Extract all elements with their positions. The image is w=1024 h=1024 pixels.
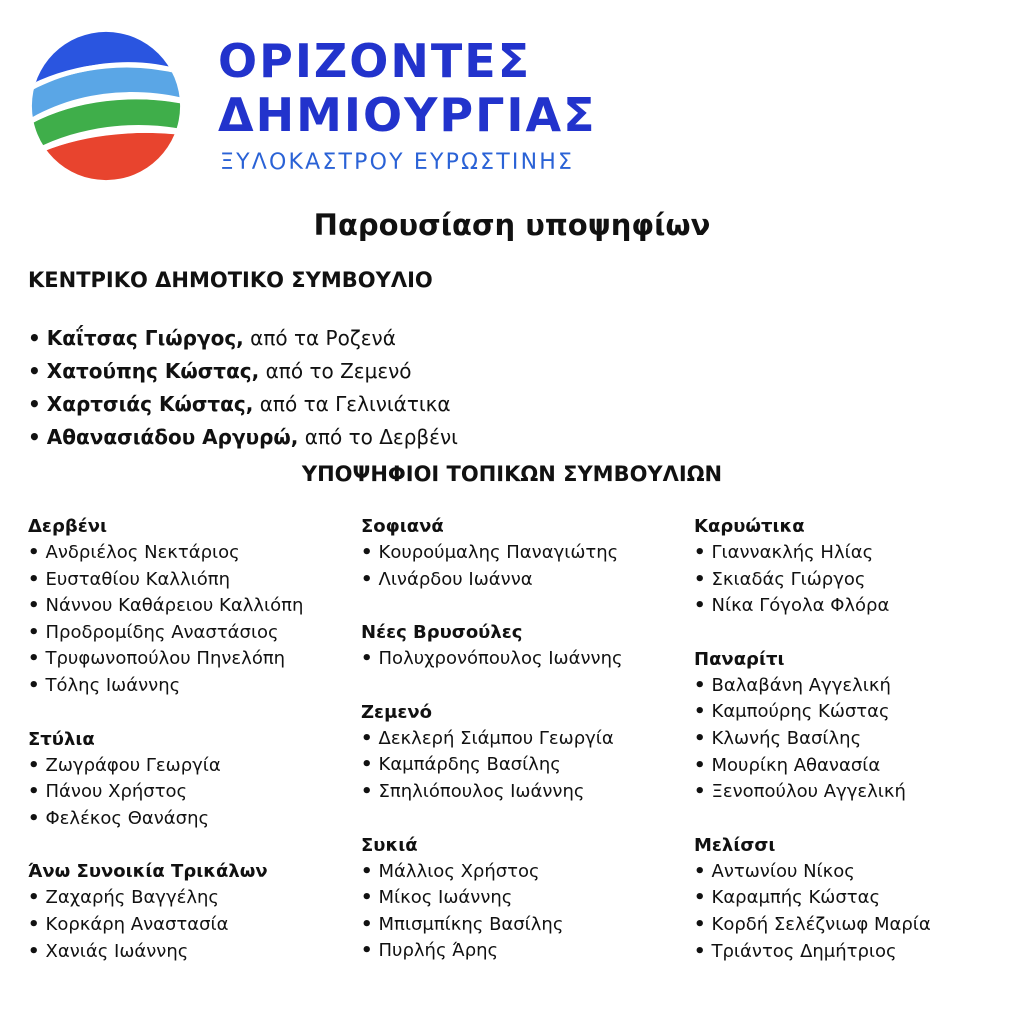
member-name: Γιαννακλής Ηλίας [711,542,874,563]
candidate-origin: από τα Ροζενά [243,326,396,350]
council-place-name: Νέες Βρυσούλες [361,622,523,644]
list-item [694,726,931,753]
council-group [28,859,303,965]
bullet-icon: • [361,913,373,935]
list-item [28,567,303,594]
list-item [694,779,931,806]
council-members-list [28,753,303,833]
list-item [28,322,458,355]
list-item [361,885,623,912]
member-name: Βαλαβάνη Αγγελική [711,674,891,696]
member-name: Πολυχρονόπουλος Ιωάννης [378,648,623,670]
candidate-name: Καΐτσας Γιώργος, [46,326,244,350]
member-name: Κλωνής Βασίλης [711,727,862,749]
member-name: Λινάρδου Ιωάννα [378,568,533,590]
list-item [694,912,931,939]
list-item [28,620,303,647]
bullet-icon: • [694,542,706,563]
member-name: Σκιαδάς Γιώργος [711,568,866,590]
bullet-icon: • [694,701,706,723]
bullet-icon: • [28,595,40,617]
list-item [28,421,458,454]
council-place-name: Ζεμενό [361,701,432,723]
list-item [28,540,303,567]
bullet-icon: • [28,887,40,909]
candidate-name: Χατούπης Κώστας, [46,359,260,383]
member-name: Ευσταθίου Καλλιόπη [45,568,230,590]
member-name: Κορκάρη Αναστασία [45,913,229,935]
candidate-origin: από το Δερβένι [298,425,458,449]
bullet-icon: • [694,754,706,776]
council-members-list [694,673,931,806]
list-item [694,673,931,700]
council-group [361,833,623,965]
council-place-name: Άνω Συνοικία Τρικάλων [28,861,268,883]
member-name: Σπηλιόπουλος Ιωάννης [378,780,585,802]
bullet-icon: • [694,674,706,696]
bullet-icon: • [28,621,40,643]
bullet-icon: • [28,542,40,563]
member-name: Μίκος Ιωάννης [378,887,513,909]
bullet-icon: • [694,940,706,962]
list-item [694,540,931,567]
list-item [28,355,458,388]
member-name: Ξενοπούλου Αγγελική [711,781,906,803]
member-name: Τόλης Ιωάννης [45,674,181,696]
bullet-icon: • [361,727,373,749]
member-name: Ζωγράφου Γεωργία [45,754,221,776]
list-item [361,938,623,965]
bullet-icon: • [694,568,706,590]
candidate-origin: από τα Γελινιάτικα [253,392,451,416]
member-name: Χανιάς Ιωάννης [45,940,189,962]
list-item [694,939,931,966]
list-item [28,939,303,966]
council-members-list [361,540,623,593]
council-members-list [361,646,623,673]
bullet-icon: • [28,674,40,696]
party-logo-icon [28,28,184,184]
council-group [361,620,623,673]
bullet-icon: • [28,568,40,590]
bullet-icon: • [361,754,373,776]
council-group [694,833,931,965]
council-place-name: Δερβένι [28,516,108,537]
bullet-icon: • [28,326,41,350]
bullet-icon: • [694,595,706,617]
list-item [28,646,303,673]
bullet-icon: • [694,913,706,935]
council-members-list [361,859,623,965]
member-name: Καμπούρης Κώστας [711,701,890,723]
bullet-icon: • [361,780,373,802]
bullet-icon: • [28,807,40,829]
council-members-list [694,859,931,965]
member-name: Αντωνίου Νίκος [711,860,855,882]
list-item [694,699,931,726]
bullet-icon: • [28,754,40,776]
list-item [28,806,303,833]
member-name: Καραμπής Κώστας [711,887,881,909]
list-item [361,540,623,567]
council-place-name: Σοφιανά [361,516,444,537]
council-group [361,514,623,593]
candidate-name: Αθανασιάδου Αργυρώ, [46,425,299,449]
bullet-icon: • [28,940,40,962]
list-item [28,673,303,700]
member-name: Φελέκος Θανάσης [45,807,210,829]
brand-name-line1: ΟΡΙΖΟΝΤΕΣ [218,34,532,88]
list-item [28,779,303,806]
member-name: Προδρομίδης Αναστάσιος [45,621,279,643]
list-item [28,885,303,912]
bullet-icon: • [694,860,706,882]
page-title: Παρουσίαση υποψηφίων [313,208,711,242]
member-name: Ζαχαρής Βαγγέλης [45,887,219,909]
list-item [361,726,623,753]
council-members-list [694,540,931,620]
central-candidates-list [28,322,458,454]
council-group [361,700,623,806]
member-name: Νάννου Καθάρειου Καλλιόπη [45,595,304,617]
bullet-icon: • [28,781,40,803]
bullet-icon: • [28,913,40,935]
list-item [694,885,931,912]
council-place-name: Παναρίτι [694,648,785,670]
bullet-icon: • [28,648,40,670]
bullet-icon: • [694,727,706,749]
bullet-icon: • [694,887,706,909]
bullet-icon: • [361,940,373,962]
member-name: Τριάντος Δημήτριος [711,940,897,962]
candidate-origin: από το Ζεμενό [259,359,412,383]
member-name: Νίκα Γόγολα Φλόρα [711,595,890,617]
local-councils-heading: ΥΠΟΨΗΦΙΟΙ ΤΟΠΙΚΩΝ ΣΥΜΒΟΥΛΙΩΝ [301,462,723,486]
member-name: Καμπάρδης Βασίλης [378,754,561,776]
local-column-3 [694,514,931,992]
list-item [361,859,623,886]
list-item [361,752,623,779]
bullet-icon: • [361,542,373,563]
council-members-list [361,726,623,806]
local-column-2 [361,514,623,992]
member-name: Πυρλής Άρης [378,940,499,962]
list-item [694,753,931,780]
list-item [361,567,623,594]
member-name: Κορδή Σελέζνιωφ Μαρία [711,913,931,935]
list-item [694,593,931,620]
bullet-icon: • [361,860,373,882]
candidate-name: Χαρτσιάς Κώστας, [46,392,254,416]
member-name: Μπισμπίκης Βασίλης [378,913,564,935]
list-item [694,567,931,594]
member-name: Μουρίκη Αθανασία [711,754,881,776]
list-item [361,779,623,806]
list-item [28,753,303,780]
member-name: Δεκλερή Σιάμπου Γεωργία [378,727,614,749]
council-place-name: Μελίσσι [694,834,776,856]
member-name: Κουρούμαλης Παναγιώτης [378,542,619,563]
brand-name-line2: ΔΗΜΙΟΥΡΓΙΑΣ [218,88,597,142]
member-name: Μάλλιος Χρήστος [378,860,540,882]
council-place-name: Στύλια [28,728,95,750]
list-item [694,859,931,886]
member-name: Ανδριέλος Νεκτάριος [45,542,240,563]
council-group [28,727,303,833]
council-place-name: Καρυώτικα [694,516,805,537]
bullet-icon: • [361,648,373,670]
local-column-1 [28,514,303,992]
brand-subtitle: ΞΥΛΟΚΑΣΤΡΟΥ ΕΥΡΩΣΤΙΝΗΣ [220,150,575,175]
list-item [361,646,623,673]
central-council-heading: ΚΕΝΤΡΙΚΟ ΔΗΜΟΤΙΚΟ ΣΥΜΒΟΥΛΙΟ [28,268,433,292]
council-members-list [28,540,303,700]
list-item [28,593,303,620]
council-group [28,514,303,700]
council-place-name: Συκιά [361,834,418,856]
bullet-icon: • [28,359,41,383]
council-members-list [28,885,303,965]
member-name: Τρυφωνοπούλου Πηνελόπη [45,648,286,670]
council-group [694,514,931,620]
bullet-icon: • [28,392,41,416]
list-item [28,912,303,939]
list-item [28,388,458,421]
bullet-icon: • [361,568,373,590]
council-group [694,647,931,806]
bullet-icon: • [28,425,41,449]
list-item [361,912,623,939]
member-name: Πάνου Χρήστος [45,781,188,803]
bullet-icon: • [694,781,706,803]
bullet-icon: • [361,887,373,909]
